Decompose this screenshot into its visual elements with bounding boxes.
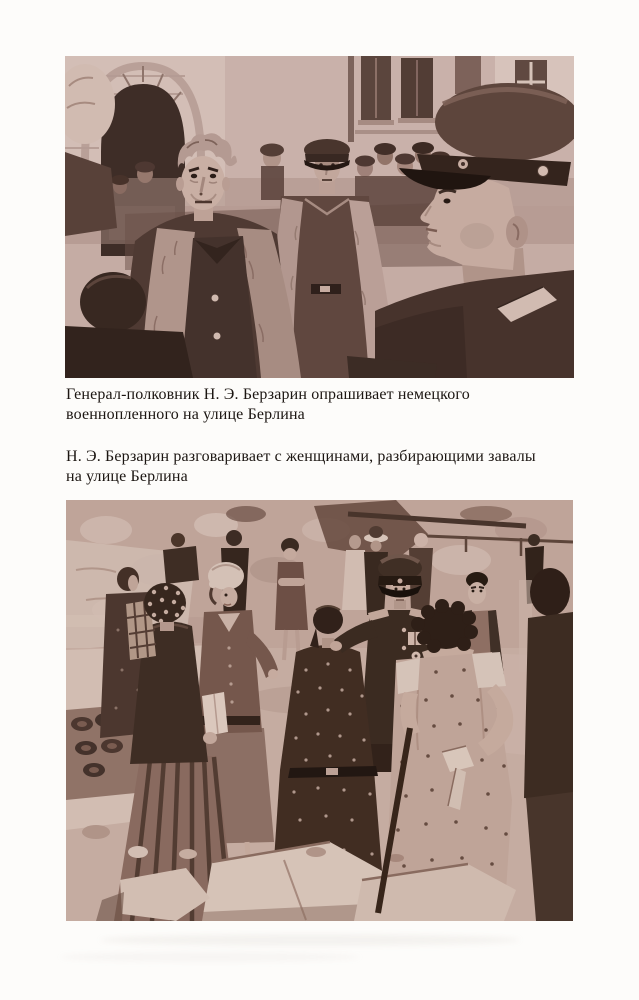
photo-berzarin-with-women <box>66 500 573 921</box>
caption-line: военнопленного на улице Берлина <box>66 405 305 423</box>
caption-line: Н. Э. Берзарин разговаривает с женщинами, разбирающими завалы <box>66 448 536 465</box>
caption-line: на улице Берлина <box>66 467 188 485</box>
photo-berzarin-questioning-pow <box>65 56 574 378</box>
caption-bottom-photo <box>66 447 566 486</box>
scan-artifact <box>60 952 360 962</box>
photo-bottom-illustration <box>66 500 573 921</box>
scan-artifact <box>100 934 520 946</box>
caption-line: Генерал-полковник Н. Э. Берзарин опрашивает немецкого <box>66 386 470 403</box>
caption-top-photo <box>66 385 566 424</box>
photo-top-illustration <box>65 56 574 378</box>
